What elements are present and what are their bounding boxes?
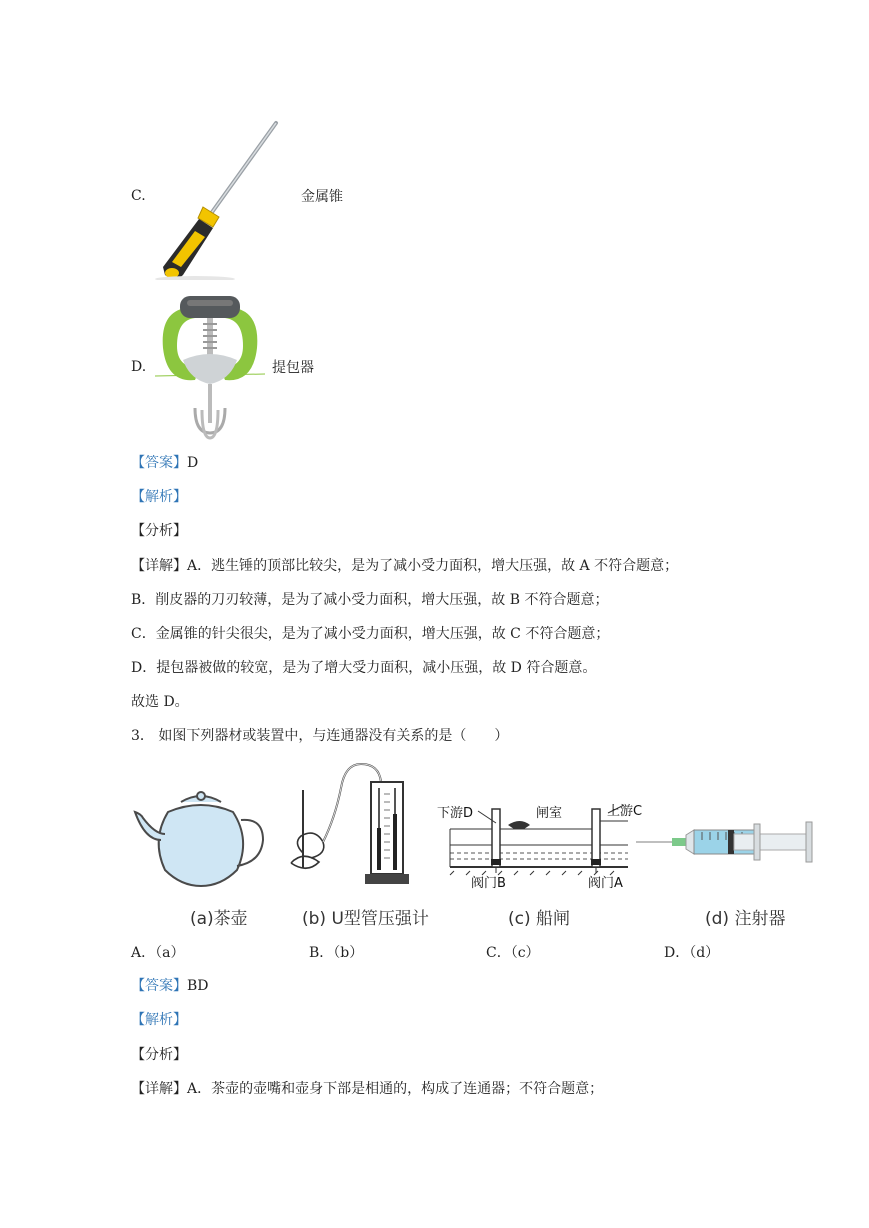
- q3-answer: [131, 976, 209, 996]
- fig-b-caption: (b) U型管压强计: [302, 909, 429, 929]
- option-d-label: 提包器: [272, 360, 314, 376]
- q3-option-d: D．（d）: [664, 945, 720, 961]
- q3-analysis-tag: 【解析】: [131, 1012, 187, 1028]
- detail-line-a: [131, 556, 678, 576]
- detail-line-d: D．提包器被做的较宽，是为了增大受力面积，减小压强，故 D 符合题意。: [131, 660, 597, 676]
- q3-stem: 3． 如图下列器材或装置中，与连通器没有关系的是（ ）: [131, 728, 509, 744]
- analysis-tag: 【解析】: [131, 489, 187, 505]
- q3-option-b: B．（b）: [309, 945, 364, 961]
- q3-option-c: C．（c）: [486, 945, 540, 961]
- detail-a-text: A．逃生锤的顶部比较尖，是为了减小受力面积，增大压强，故 A 不符合题意；: [187, 558, 679, 574]
- teapot-illustration: [133, 790, 273, 890]
- screwdriver-illustration: [155, 115, 290, 280]
- lock-chamber-label: 闸室: [536, 806, 563, 821]
- q3-answer-tag: 【答案】: [131, 978, 187, 994]
- fig-a-caption: (a)茶壶: [190, 909, 248, 929]
- u-tube-manometer-illustration: [283, 758, 413, 890]
- detail-line-c: C．金属锥的针尖很尖，是为了减小受力面积，增大压强，故 C 不符合题意；: [131, 626, 610, 642]
- answer-value: D: [187, 455, 199, 471]
- detail-tag: 【详解】: [131, 558, 187, 574]
- lock-downstream-label: 下游D: [437, 806, 474, 821]
- q3-detail-a-text: A．茶壶的壶嘴和壶身下部是相通的，构成了连通器；不符合题意；: [187, 1081, 604, 1097]
- fig-d-caption: (d) 注射器: [705, 909, 786, 929]
- option-c-label: 金属锥: [301, 189, 343, 205]
- bag-carrier-illustration: [155, 288, 265, 443]
- lock-valve-a-label: 阀门A: [588, 876, 623, 891]
- q3-detail-tag: 【详解】: [131, 1081, 187, 1097]
- q3-answer-value: BD: [187, 978, 209, 994]
- detail-line-b: B．削皮器的刀刃较薄，是为了减小受力面积，增大压强，故 B 不符合题意；: [131, 592, 609, 608]
- lock-upstream-label: 上游C: [607, 804, 643, 819]
- option-d-letter: D.: [131, 359, 147, 375]
- q3-option-a: A．（a）: [131, 945, 185, 961]
- option-c-letter: C.: [131, 188, 146, 204]
- fig-c-caption: (c) 船闸: [508, 909, 571, 929]
- conclusion-line: 故选 D。: [131, 694, 189, 710]
- fenxi-tag: 【分析】: [131, 523, 187, 539]
- syringe-illustration: [632, 818, 842, 868]
- answer-tag: 【答案】: [131, 455, 187, 471]
- q3-detail-line-a: [131, 1079, 603, 1099]
- q2-answer: [131, 453, 198, 473]
- lock-valve-b-label: 阀门B: [471, 876, 506, 891]
- q3-fenxi-tag: 【分析】: [131, 1047, 187, 1063]
